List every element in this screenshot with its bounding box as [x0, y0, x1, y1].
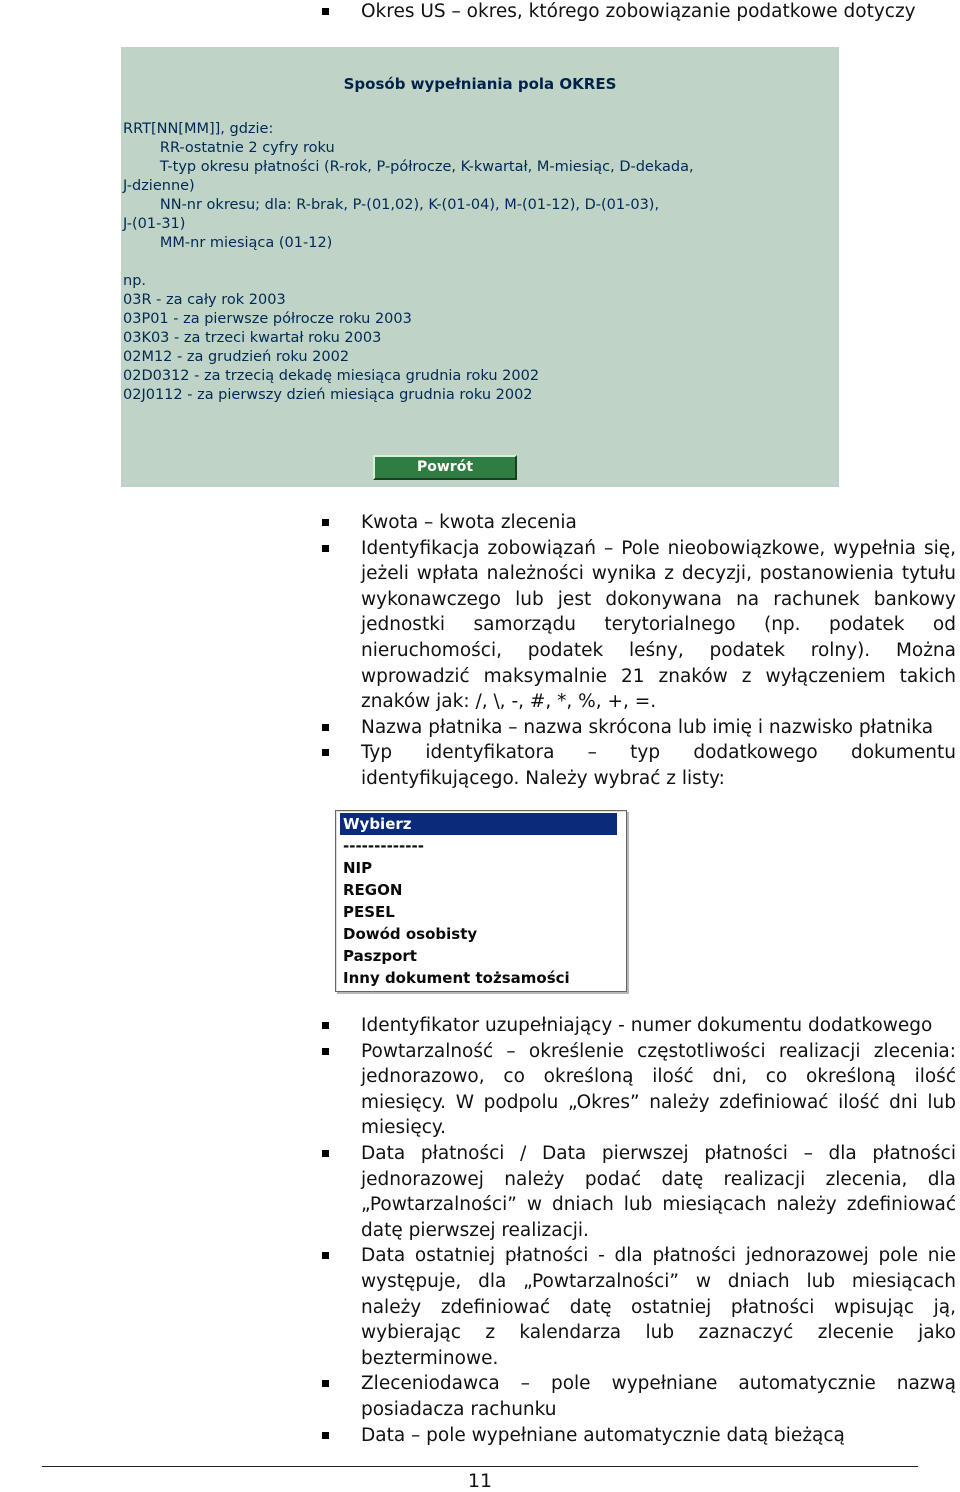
okres-line: 03K03 - za trzeci kwartał roku 2003 [123, 330, 382, 346]
bottom-bullet-list [0, 1013, 960, 1448]
bullet-square-icon [322, 1380, 329, 1387]
okres-line: NN-nr okresu; dla: R-brak, P-(01,02), K-(01-04), M-(01-12), D-(01-03), [123, 197, 660, 213]
okres-help-panel [121, 47, 839, 487]
list-item: Zleceniodawca – pole wypełniane automatycznie nazwą posiadacza rachunku [0, 1371, 960, 1422]
okres-line: np. [123, 273, 147, 289]
okres-line: 02J0112 - za pierwszy dzień miesiąca grudnia roku 2002 [123, 387, 533, 403]
okres-line: 02D0312 - za trzecią dekadę miesiąca grudnia roku 2002 [123, 368, 540, 384]
bullet-square-icon [322, 1432, 329, 1439]
dropdown-option[interactable]: REGON [343, 881, 403, 899]
bullet-square-icon [322, 545, 329, 552]
okres-line: RR-ostatnie 2 cyfry roku [123, 140, 335, 156]
okres-panel-title: Sposób wypełniania pola OKRES [343, 75, 617, 93]
dropdown-option[interactable]: Paszport [343, 947, 417, 965]
middle-bullet-list [0, 510, 960, 792]
dropdown-option[interactable]: Inny dokument tożsamości [343, 969, 570, 987]
page-number: 11 [467, 1470, 493, 1492]
dropdown-option[interactable]: Dowód osobisty [343, 925, 478, 943]
list-item: Data – pole wypełniane automatycznie datą bieżącą [0, 1423, 960, 1449]
okres-line: RRT[NN[MM]], gdzie: [123, 121, 274, 137]
list-item: Nazwa płatnika – nazwa skrócona lub imię i nazwisko płatnika [0, 715, 960, 741]
okres-line: 03P01 - za pierwsze półrocze roku 2003 [123, 311, 412, 327]
back-button[interactable]: Powrót [373, 455, 517, 480]
bullet-square-icon [322, 1022, 329, 1029]
list-item: Data ostatniej płatności - dla płatności jednorazowej pole nie występuje, dla „Powtarzalności” w dniach lub miesiącach należy zdefiniować datę ostatniej płatności wpisując ją, wybierając z kalendarza lub zaznaczyć zlecenie jako bezterminowe. [0, 1243, 960, 1371]
list-item: Okres US – okres, którego zobowiązanie podatkowe dotyczy [0, 0, 960, 25]
okres-line: 03R - za cały rok 2003 [123, 292, 286, 308]
list-item: Data płatności / Data pierwszej płatności – dla płatności jednorazowej należy podać datę realizacji zlecenia, dla „Powtarzalności” w dniach lub miesiącach należy zdefiniować datę pierwszej realizacji. [0, 1141, 960, 1243]
dropdown-option[interactable]: ------------- [343, 837, 424, 855]
okres-line-spacer [123, 253, 694, 272]
list-item: Powtarzalność – określenie częstotliwości realizacji zlecenia: jednorazowo, co określoną ilość dni, co określoną ilość miesięcy. W podpolu „Okres” należy zdefiniować ilość dni lub miesięcy. [0, 1039, 960, 1141]
bullet-square-icon [322, 519, 329, 526]
id-type-dropdown-list[interactable] [335, 810, 627, 992]
dropdown-option[interactable]: PESEL [343, 903, 395, 921]
okres-line: T-typ okresu płatności (R-rok, P-półrocze, K-kwartał, M-miesiąc, D-dekada, [123, 159, 694, 175]
bullet-square-icon [322, 724, 329, 731]
bullet-square-icon [322, 1252, 329, 1259]
bullet-square-icon [322, 749, 329, 756]
dropdown-option-selected[interactable]: Wybierz [340, 813, 617, 835]
footer-divider [42, 1466, 918, 1467]
bullet-square-icon [322, 8, 329, 15]
okres-line: J-dzienne) [123, 178, 195, 194]
okres-line: 02M12 - za grudzień roku 2002 [123, 349, 350, 365]
list-item: Kwota – kwota zlecenia [0, 510, 960, 536]
bullet-square-icon [322, 1150, 329, 1157]
list-item: Typ identyfikatora – typ dodatkowego dokumentu identyfikującego. Należy wybrać z listy: [0, 740, 960, 791]
dropdown-option[interactable]: NIP [343, 859, 373, 877]
list-item: Identyfikator uzupełniający - numer dokumentu dodatkowego [0, 1013, 960, 1039]
okres-line: J-(01-31) [123, 216, 186, 232]
top-bullet-list [0, 0, 960, 25]
list-item: Identyfikacja zobowiązań – Pole nieobowiązkowe, wypełnia się, jeżeli wpłata należności wynika z decyzji, postanowienia tytułu wykonawczego lub jest dokonywana na rachunek bankowy jednostki samorządu terytorialnego (np. podatek od nieruchomości, podatek leśny, podatek rolny). Można wprowadzić maksymalnie 21 znaków z wyłączeniem takich znaków jak: /, \, -, #, *, %, +, =. [0, 536, 960, 715]
okres-panel-text [123, 120, 694, 405]
bullet-square-icon [322, 1048, 329, 1055]
okres-line: MM-nr miesiąca (01-12) [123, 235, 333, 251]
